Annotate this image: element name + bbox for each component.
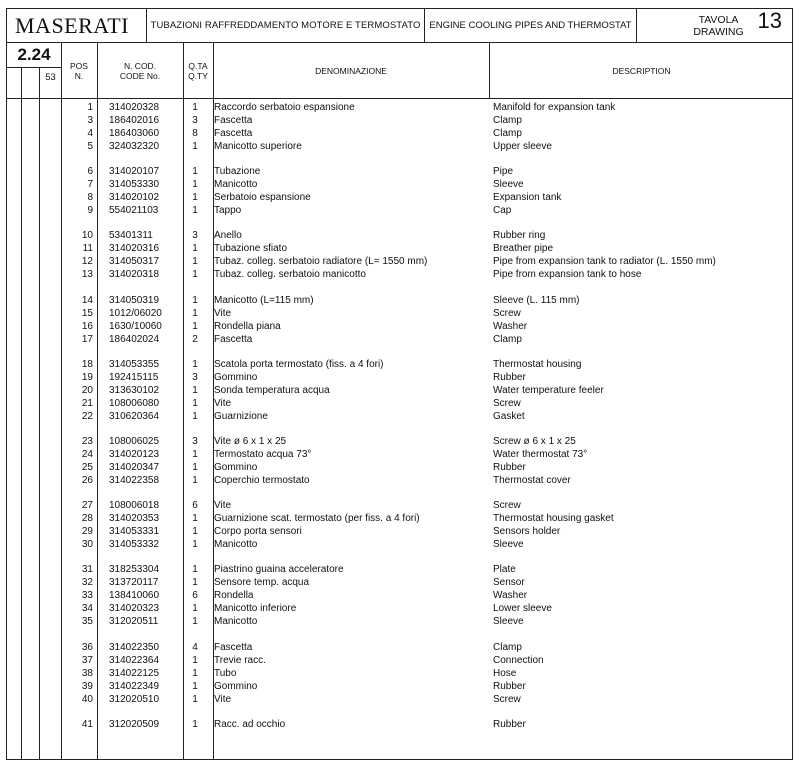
part-name-it: Vite bbox=[214, 693, 232, 705]
part-pos: 9 bbox=[87, 205, 93, 217]
part-pos: 17 bbox=[81, 333, 93, 345]
part-code: 310620364 bbox=[109, 410, 160, 422]
table-row bbox=[7, 358, 792, 371]
part-code: 324032320 bbox=[109, 141, 160, 152]
part-code: 314020316 bbox=[109, 243, 160, 255]
part-name-it: Racc. ad occhio bbox=[214, 718, 286, 730]
table-row bbox=[7, 499, 792, 512]
part-qty: 1 bbox=[192, 179, 198, 191]
table-row bbox=[7, 294, 792, 307]
table-row bbox=[7, 320, 792, 333]
part-name-it: Manicotto bbox=[214, 539, 258, 551]
part-pos: 27 bbox=[81, 500, 93, 512]
part-qty: 1 bbox=[192, 462, 198, 473]
table-row bbox=[7, 397, 792, 410]
part-qty: 1 bbox=[192, 718, 198, 730]
part-name-it: Tubazione bbox=[214, 166, 261, 178]
table-row bbox=[7, 101, 792, 114]
part-code: 554021103 bbox=[109, 205, 159, 217]
part-name-en: Water thermostat 73° bbox=[493, 449, 588, 460]
table-row bbox=[7, 525, 792, 538]
table-row bbox=[7, 114, 792, 127]
tavola-label: TAVOLA bbox=[698, 13, 739, 26]
part-code: 314020323 bbox=[109, 603, 160, 615]
table-row bbox=[7, 680, 792, 693]
part-pos: 7 bbox=[87, 179, 93, 191]
table-row bbox=[7, 512, 792, 525]
part-qty: 1 bbox=[192, 577, 198, 589]
part-pos: 25 bbox=[81, 462, 93, 473]
part-qty: 1 bbox=[192, 358, 198, 370]
part-qty: 1 bbox=[192, 320, 198, 332]
part-name-en: Connection bbox=[493, 654, 544, 666]
part-pos: 22 bbox=[81, 410, 93, 422]
part-name-en: Expansion tank bbox=[493, 192, 562, 204]
part-name-it: Gommino bbox=[214, 462, 258, 473]
part-qty: 1 bbox=[192, 410, 198, 422]
part-code: 1630/10060 bbox=[109, 320, 162, 332]
part-pos: 19 bbox=[81, 371, 93, 383]
table-row bbox=[7, 563, 792, 576]
part-name-it: Tubaz. colleg. serbatoio radiatore (L= 1550 mm) bbox=[214, 256, 428, 268]
part-code: 314022349 bbox=[109, 680, 160, 692]
part-name-it: Vite bbox=[214, 397, 232, 409]
part-pos: 11 bbox=[82, 243, 93, 255]
part-code: 108006018 bbox=[109, 500, 160, 512]
table-row bbox=[7, 204, 792, 217]
part-name-it: Gommino bbox=[214, 680, 258, 692]
part-pos: 20 bbox=[81, 384, 93, 396]
part-code: 314022358 bbox=[109, 475, 160, 486]
table-row bbox=[7, 576, 792, 589]
part-name-en: Pipe from expansion tank to radiator (L. 1550 mm) bbox=[493, 256, 716, 268]
part-qty: 1 bbox=[192, 539, 198, 551]
table-row bbox=[7, 693, 792, 706]
part-name-en: Upper sleeve bbox=[493, 141, 552, 152]
part-name-en: Thermostat housing bbox=[493, 358, 582, 370]
table-row bbox=[7, 461, 792, 474]
part-pos: 16 bbox=[81, 320, 93, 332]
part-name-it: Rondella piana bbox=[214, 320, 281, 332]
part-code: 314053355 bbox=[109, 358, 160, 370]
part-code: 186402024 bbox=[109, 333, 160, 345]
table-row bbox=[7, 654, 792, 667]
part-pos: 26 bbox=[81, 475, 93, 486]
part-qty: 1 bbox=[192, 307, 198, 319]
part-name-en: Rubber bbox=[493, 462, 526, 473]
table-row bbox=[7, 435, 792, 448]
part-name-en: Rubber bbox=[493, 371, 526, 383]
part-name-it: Scatola porta termostato (fiss. a 4 fori) bbox=[214, 358, 384, 370]
part-qty: 1 bbox=[192, 449, 198, 460]
part-name-en: Rubber ring bbox=[493, 230, 546, 242]
part-qty: 1 bbox=[192, 603, 198, 615]
part-code: 186403060 bbox=[109, 128, 160, 139]
part-name-en: Manifold for expansion tank bbox=[493, 102, 616, 113]
part-name-en: Cap bbox=[493, 205, 512, 217]
part-code: 314022350 bbox=[109, 641, 160, 653]
drawing-number: 13 bbox=[757, 8, 782, 33]
brand-logo: MASERATI bbox=[7, 9, 147, 42]
table-row bbox=[7, 140, 792, 153]
table-row bbox=[7, 448, 792, 461]
table-row bbox=[7, 307, 792, 320]
part-name-en: Plate bbox=[493, 564, 516, 576]
part-name-en: Rubber bbox=[493, 718, 526, 730]
subsection-number: 53 bbox=[39, 67, 61, 87]
part-name-it: Fascetta bbox=[214, 128, 253, 139]
part-code: 314020318 bbox=[109, 269, 160, 281]
part-code: 186402016 bbox=[109, 115, 160, 126]
table-row bbox=[7, 615, 792, 628]
part-code: 312020511 bbox=[109, 616, 159, 628]
part-qty: 1 bbox=[192, 269, 198, 281]
part-code: 314050317 bbox=[109, 256, 160, 268]
table-row bbox=[7, 165, 792, 178]
part-qty: 1 bbox=[192, 384, 198, 396]
part-qty: 1 bbox=[192, 256, 198, 268]
table-row bbox=[7, 384, 792, 397]
part-pos: 23 bbox=[81, 436, 93, 447]
part-name-en: Clamp bbox=[493, 641, 522, 653]
table-row bbox=[7, 667, 792, 680]
column-header-pos: POS N. bbox=[70, 60, 88, 81]
part-qty: 1 bbox=[192, 205, 198, 217]
part-pos: 4 bbox=[87, 128, 93, 139]
part-name-it: Termostato acqua 73° bbox=[214, 449, 312, 460]
part-name-it: Sonda temperatura acqua bbox=[214, 384, 330, 396]
table-row bbox=[7, 538, 792, 551]
part-code: 314053330 bbox=[109, 179, 160, 191]
table-row bbox=[7, 371, 792, 384]
part-name-it: Trevie racc. bbox=[214, 654, 266, 666]
part-qty: 1 bbox=[192, 564, 198, 576]
table-row bbox=[7, 333, 792, 346]
part-code: 314020347 bbox=[109, 462, 160, 473]
part-qty: 1 bbox=[192, 166, 198, 178]
part-name-it: Manicotto inferiore bbox=[214, 603, 297, 615]
part-code: 314022125 bbox=[109, 667, 160, 679]
part-name-en: Screw bbox=[493, 307, 521, 319]
part-name-it: Tubo bbox=[214, 667, 237, 679]
part-name-en: Sensors holder bbox=[493, 526, 561, 538]
part-pos: 6 bbox=[87, 166, 93, 178]
part-pos: 39 bbox=[81, 680, 93, 692]
part-pos: 35 bbox=[81, 616, 93, 628]
part-name-it: Guarnizione bbox=[214, 410, 268, 422]
drawing-label-en: DRAWING bbox=[693, 25, 744, 38]
part-qty: 4 bbox=[192, 641, 198, 653]
part-pos: 8 bbox=[87, 192, 93, 204]
part-name-en: Screw ø 6 x 1 x 25 bbox=[493, 436, 576, 447]
part-qty: 8 bbox=[192, 128, 198, 139]
part-name-it: Fascetta bbox=[214, 641, 253, 653]
part-qty: 1 bbox=[192, 397, 198, 409]
part-qty: 6 bbox=[192, 500, 198, 512]
part-pos: 18 bbox=[81, 358, 93, 370]
part-pos: 13 bbox=[81, 269, 93, 281]
part-code: 53401311 bbox=[109, 230, 153, 242]
part-name-it: Corpo porta sensori bbox=[214, 526, 302, 538]
part-code: 1012/06020 bbox=[109, 307, 162, 319]
part-qty: 3 bbox=[192, 371, 198, 383]
part-pos: 29 bbox=[81, 526, 93, 538]
title-italian: TUBAZIONI RAFFREDDAMENTO MOTORE E TERMOSTATO bbox=[147, 9, 425, 42]
part-pos: 3 bbox=[87, 115, 93, 126]
part-pos: 40 bbox=[81, 693, 93, 705]
part-pos: 37 bbox=[81, 654, 93, 666]
part-name-it: Vite ø 6 x 1 x 25 bbox=[214, 436, 287, 447]
part-pos: 12 bbox=[81, 256, 93, 268]
part-code: 313720117 bbox=[109, 577, 159, 589]
part-code: 314020328 bbox=[109, 102, 160, 113]
part-code: 314020107 bbox=[109, 166, 160, 178]
part-name-en: Clamp bbox=[493, 128, 522, 139]
part-name-it: Sensore temp. acqua bbox=[214, 577, 310, 589]
part-qty: 1 bbox=[192, 693, 198, 705]
table-row bbox=[7, 474, 792, 487]
part-pos: 21 bbox=[81, 397, 93, 409]
parts-list bbox=[7, 9, 792, 759]
table-row bbox=[7, 268, 792, 281]
part-qty: 1 bbox=[192, 680, 198, 692]
part-qty: 1 bbox=[192, 141, 198, 152]
part-name-it: Serbatoio espansione bbox=[214, 192, 311, 204]
part-qty: 1 bbox=[192, 294, 198, 306]
part-name-en: Sleeve bbox=[493, 616, 524, 628]
part-name-en: Thermostat cover bbox=[493, 475, 571, 486]
part-pos: 38 bbox=[81, 667, 93, 679]
part-qty: 1 bbox=[192, 654, 198, 666]
table-row bbox=[7, 229, 792, 242]
part-code: 314022364 bbox=[109, 654, 160, 666]
part-name-it: Tappo bbox=[214, 205, 242, 217]
part-name-it: Tubazione sfiato bbox=[214, 243, 288, 255]
part-qty: 3 bbox=[192, 436, 198, 447]
part-pos: 1 bbox=[87, 102, 93, 113]
part-name-en: Clamp bbox=[493, 333, 522, 345]
part-pos: 10 bbox=[81, 230, 93, 242]
part-pos: 28 bbox=[81, 513, 93, 525]
part-pos: 33 bbox=[81, 590, 93, 602]
part-name-it: Tubaz. colleg. serbatoio manicotto bbox=[214, 269, 366, 281]
part-qty: 1 bbox=[192, 102, 198, 113]
part-name-en: Breather pipe bbox=[493, 243, 554, 255]
part-pos: 41 bbox=[81, 718, 93, 730]
part-code: 108006025 bbox=[109, 436, 160, 447]
part-code: 192415115 bbox=[109, 371, 159, 383]
part-qty: 1 bbox=[192, 243, 198, 255]
part-pos: 30 bbox=[81, 539, 93, 551]
part-pos: 32 bbox=[81, 577, 93, 589]
section-number: 2.24 bbox=[17, 45, 51, 64]
part-name-en: Thermostat housing gasket bbox=[493, 513, 614, 525]
part-name-it: Guarnizione scat. termostato (per fiss. a 4 fori) bbox=[214, 513, 420, 525]
part-pos: 31 bbox=[81, 564, 93, 576]
part-code: 312020510 bbox=[109, 693, 160, 705]
part-name-it: Coperchio termostato bbox=[214, 475, 310, 486]
part-name-it: Anello bbox=[214, 230, 242, 242]
part-pos: 34 bbox=[81, 603, 93, 615]
part-name-it: Piastrino guaina acceleratore bbox=[214, 564, 344, 576]
part-code: 313630102 bbox=[109, 384, 160, 396]
column-header-description: DESCRIPTION bbox=[612, 65, 671, 76]
table-row bbox=[7, 410, 792, 423]
table-row bbox=[7, 255, 792, 268]
title-english: ENGINE COOLING PIPES AND THERMOSTAT bbox=[425, 9, 637, 42]
table-row bbox=[7, 718, 792, 731]
part-name-en: Rubber bbox=[493, 680, 526, 692]
part-qty: 1 bbox=[192, 475, 198, 486]
part-code: 314020123 bbox=[109, 449, 160, 460]
part-name-it: Manicotto (L=115 mm) bbox=[214, 294, 314, 306]
part-name-en: Screw bbox=[493, 500, 521, 512]
part-name-en: Pipe from expansion tank to hose bbox=[493, 269, 642, 281]
part-name-en: Washer bbox=[493, 590, 528, 602]
part-code: 138410060 bbox=[109, 590, 160, 602]
table-row bbox=[7, 641, 792, 654]
part-code: 314053331 bbox=[109, 526, 160, 538]
part-name-it: Raccordo serbatoio espansione bbox=[214, 102, 355, 113]
part-name-en: Lower sleeve bbox=[493, 603, 552, 615]
part-name-en: Pipe bbox=[493, 166, 514, 178]
table-row bbox=[7, 191, 792, 204]
part-name-en: Water temperature feeler bbox=[493, 384, 604, 396]
part-name-en: Sleeve bbox=[493, 179, 524, 191]
part-name-it: Manicotto superiore bbox=[214, 141, 302, 152]
table-row bbox=[7, 602, 792, 615]
parts-table-frame bbox=[6, 8, 793, 760]
part-name-en: Sensor bbox=[493, 577, 525, 589]
part-code: 314053332 bbox=[109, 539, 160, 551]
part-pos: 5 bbox=[87, 141, 93, 152]
part-qty: 1 bbox=[192, 513, 198, 525]
part-name-it: Manicotto bbox=[214, 179, 258, 191]
part-pos: 15 bbox=[81, 307, 93, 319]
table-row bbox=[7, 127, 792, 140]
part-name-it: Gommino bbox=[214, 371, 258, 383]
part-name-en: Sleeve (L. 115 mm) bbox=[493, 294, 580, 306]
part-code: 314020102 bbox=[109, 192, 160, 204]
part-name-en: Screw bbox=[493, 397, 521, 409]
part-name-it: Vite bbox=[214, 500, 232, 512]
part-pos: 14 bbox=[81, 294, 93, 306]
part-qty: 3 bbox=[192, 230, 198, 242]
part-name-it: Vite bbox=[214, 307, 232, 319]
part-name-it: Rondella bbox=[214, 590, 254, 602]
part-pos: 36 bbox=[81, 641, 93, 653]
part-code: 312020509 bbox=[109, 718, 160, 730]
part-name-it: Fascetta bbox=[214, 333, 253, 345]
column-header-denominazione: DENOMINAZIONE bbox=[315, 65, 387, 76]
part-name-en: Washer bbox=[493, 320, 528, 332]
table-row bbox=[7, 589, 792, 602]
part-name-it: Manicotto bbox=[214, 616, 258, 628]
part-name-en: Screw bbox=[493, 693, 521, 705]
part-name-en: Clamp bbox=[493, 115, 522, 126]
part-name-it: Fascetta bbox=[214, 115, 253, 126]
table-row bbox=[7, 178, 792, 191]
part-qty: 1 bbox=[192, 192, 198, 204]
part-name-en: Hose bbox=[493, 667, 517, 679]
part-code: 108006080 bbox=[109, 397, 160, 409]
part-qty: 2 bbox=[192, 333, 198, 345]
part-qty: 1 bbox=[192, 616, 198, 628]
column-header-code: N. COD. CODE No. bbox=[119, 60, 161, 81]
part-name-en: Gasket bbox=[493, 410, 525, 422]
part-qty: 3 bbox=[192, 115, 198, 126]
part-qty: 1 bbox=[192, 667, 198, 679]
part-code: 318253304 bbox=[109, 564, 160, 576]
part-code: 314050319 bbox=[109, 294, 160, 306]
part-qty: 6 bbox=[192, 590, 198, 602]
table-row bbox=[7, 242, 792, 255]
part-code: 314020353 bbox=[109, 513, 160, 525]
part-pos: 24 bbox=[81, 449, 93, 460]
column-header-qty: Q.TA Q.TY bbox=[188, 60, 208, 81]
part-qty: 1 bbox=[192, 526, 198, 538]
part-name-en: Sleeve bbox=[493, 539, 524, 551]
